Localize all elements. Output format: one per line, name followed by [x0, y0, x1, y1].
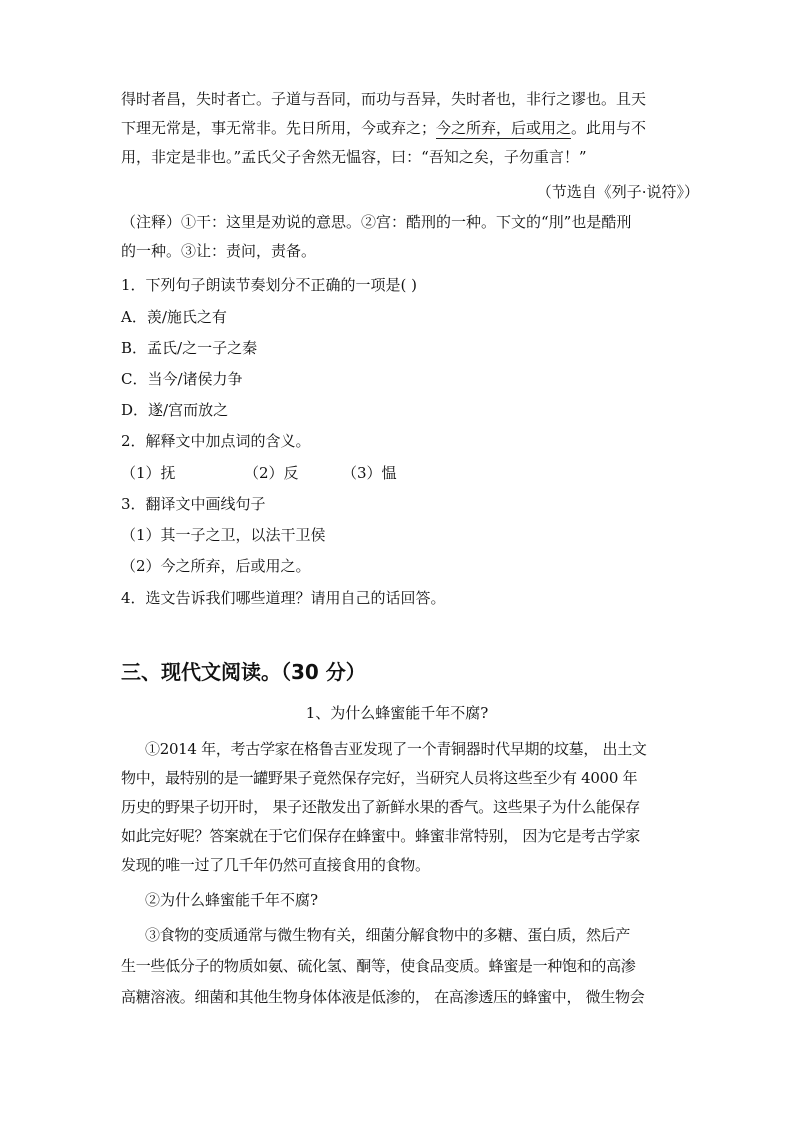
- question-3: 3．翻译文中画线句子: [121, 495, 266, 513]
- paragraph-2: ②为什么蜂蜜能千年不腐?: [145, 891, 319, 909]
- section-3-heading: 三、现代文阅读。（30 分）: [121, 660, 366, 684]
- source-citation: （节选自《列子·说符》）: [536, 183, 699, 201]
- paragraph-1-line-2: 物中，最特别的是一罐野果子竟然保存完好，当研究人员将这些至少有 4000 年: [121, 769, 638, 787]
- q2-item-2: （2）反: [244, 464, 299, 482]
- paragraph-1-line-4: 如此完好呢？答案就在于它们保存在蜂蜜中。蜂蜜非常特别， 因为它是考古学家: [121, 827, 640, 845]
- question-3-item-2: （2）今之所弃，后或用之。: [121, 557, 311, 575]
- passage-line-3: 用，非定是非也。”孟氏父子舍然无愠容，曰：“吾知之矣，子勿重言！”: [121, 148, 587, 166]
- question-1: 1．下列句子朗读节奏划分不正确的一项是( ): [121, 276, 418, 294]
- annotation-line-1: （注释）①干：这里是劝说的意思。②宫：酷刑的一种。下文的“刖”也是酷刑: [121, 213, 632, 231]
- annotation-line-2: 的一种。③让：责问，责备。: [121, 242, 317, 260]
- option-a: A．羡/施氏之有: [121, 308, 227, 326]
- paragraph-1-line-3: 历史的野果子切开时， 果子还散发出了新鲜水果的香气。这些果子为什么能保存: [121, 798, 640, 816]
- question-2-items: [121, 462, 681, 484]
- option-c: C．当今/诸侯力争: [121, 370, 243, 388]
- passage-line-2-start: 下理无常是，事无常非。先日所用，今或弃之；: [121, 119, 437, 137]
- passage-line-2-end: 。此用与不: [571, 119, 647, 137]
- question-2: 2．解释文中加点词的含义。: [121, 432, 311, 450]
- underlined-sentence: 今之所弃，后或用之: [436, 119, 572, 137]
- passage-line-1: 得时者昌，失时者亡。子道与吾同，而功与吾异，失时者也，非行之谬也。且天: [121, 90, 647, 108]
- question-4: 4．选文告诉我们哪些道理？请用自己的话回答。: [121, 589, 446, 607]
- paragraph-3-line-2: 生一些低分子的物质如氨、硫化氢、酮等，使食品变质。蜂蜜是一种饱和的高渗: [121, 957, 636, 975]
- question-3-item-1: （1）其一子之卫，以法干卫侯: [121, 526, 326, 544]
- q2-item-3: （3）愠: [342, 464, 397, 482]
- article-title: 1、为什么蜂蜜能千年不腐?: [305, 704, 489, 722]
- option-d: D．遂/宫而放之: [121, 401, 229, 419]
- q2-item-1: （1）抚: [121, 464, 176, 482]
- paragraph-1-line-5: 发现的唯一过了几千年仍然可直接食用的食物。: [121, 856, 430, 874]
- paragraph-1-line-1: ①2014 年，考古学家在格鲁吉亚发现了一个青铜器时代早期的坟墓， 出土文: [145, 740, 647, 758]
- paragraph-3-line-1: ③食物的变质通常与微生物有关，细菌分解食物中的多糖、蛋白质，然后产: [145, 926, 631, 944]
- passage-line-2: [121, 117, 681, 139]
- option-b: B．孟氏/之一子之秦: [121, 339, 258, 357]
- paragraph-3-line-3: 高糖溶液。细菌和其他生物身体体液是低渗的， 在高渗透压的蜂蜜中， 微生物会: [121, 988, 645, 1006]
